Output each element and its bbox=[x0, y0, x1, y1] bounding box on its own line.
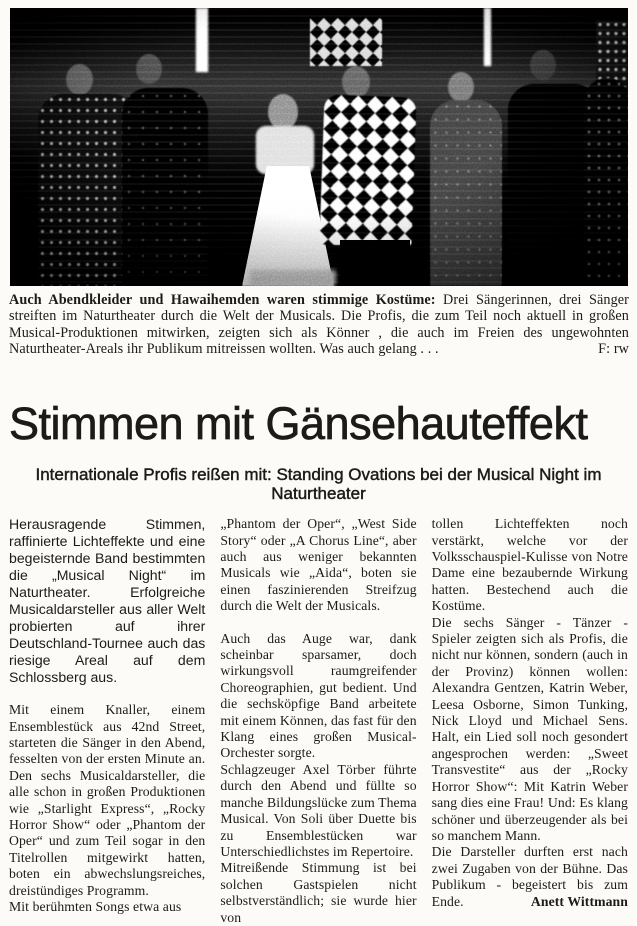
body-paragraph: Die sechs Sänger - Tänzer - Spieler zeigten sich als Profis, die nicht nur können, sondern (auch in der Provinz) können wollen: Alexandra Gentzen, Katrin Weber, Leesa Osborne, Simon Tunking, Nick Lloyd und Michael Sens. Halt, ein Lied soll noch gesondert angesprochen werden: „Sweet Transvestite“ aus der „Rocky Horror Show“: Mit Katrin Weber sang dies eine Frau! Und: Es klang schöner und überzeugender als bei so manchem Mann. bbox=[431, 614, 628, 843]
stage-photo bbox=[10, 8, 628, 286]
caption-text: Drei Sängerinnen, drei Sänger streiften im Naturtheater durch die Welt der Musicals. Die Profis, die zum Teil noch aktuell in großen Musical-Produktionen mitwirken, zeigten sich als Könner , die auch im Freien des ungewohnten Naturtheater-Areals ihr Publikum mitreissen wollten. Was auch gelang . . . bbox=[9, 292, 629, 357]
body-paragraph bbox=[432, 844, 628, 910]
body-paragraph: Auch das Auge war, dank scheinbar sparsamer, doch wirkungsvoll raumgreifender Choreographien, gut bedient. Und die sechsköpfige Band arbeitete mit einem Können, das fast für den Klang eines großen Musical-Orchester sorgte. bbox=[220, 630, 417, 761]
halftone-grain-texture bbox=[10, 8, 628, 286]
article-subheadline: Internationale Profis reißen mit: Standing Ovations bei der Musical Night im Naturtheater bbox=[35, 465, 602, 504]
caption-bold-lead: Auch Abendkleider und Hawaihemden waren stimmige Kostüme: bbox=[9, 292, 436, 308]
article-headline: Stimmen mit Gänsehauteffekt bbox=[9, 398, 588, 450]
body-paragraph: Mit einem Knaller, einem Ensemblestück aus 42nd Street, starteten die Sänger in den Abend, fesselten von der ersten Minute an. Den sechs Musicaldarsteller, die alle schon in großen Produktionen wie „Starlight Express“, „Rocky Horror Show“ oder „Phantom der Oper“ und zum Teil sogar in den Titelrollen mitgewirkt hatten, boten ein abwechslungsreiches, dreistündiges Programm. bbox=[9, 702, 206, 898]
lead-paragraph: Herausragende Stimmen, raffinierte Lichteffekte und eine begeisternde Band bestimmten die „Musical Night“ im Naturtheater. Erfolgreiche Musicaldarsteller aus aller Welt probierten auf ihrer Deutschland-Tournee auch das riesige Areal auf dem Schlossberg aus. bbox=[9, 516, 206, 686]
body-paragraph: Schlagzeuger Axel Törber führte durch den Abend und füllte so manche Bildungslücke zum Thema Musical. Von Soli über Duette bis zu Ensemblestücken war Unterschiedlichstes im Repertoire. bbox=[220, 761, 417, 859]
photo-credit: F: rw bbox=[598, 340, 629, 357]
column-3 bbox=[432, 516, 628, 926]
body-paragraph: „Phantom der Oper“, „West Side Story“ oder „A Chorus Line“, aber auch aus weniger bekannten Musicals wie „Aida“, boten sie einen faszinierenden Streifzug durch die Welt der Musicals. bbox=[220, 516, 417, 614]
author-byline: Anett Wittmann bbox=[530, 893, 628, 909]
closing-paragraph-text: Die Darsteller durften erst nach zwei Zugaben von der Bühne. Das Publikum - begeistert bis zum Ende. bbox=[431, 844, 628, 909]
column-2 bbox=[220, 516, 416, 926]
body-paragraph: Mitreißende Stimmung ist bei solchen Gastspielen nicht selbstverständlich; sie wurde hier von bbox=[220, 860, 417, 925]
photo-caption bbox=[9, 292, 629, 357]
column-1 bbox=[9, 516, 205, 926]
body-paragraph: Mit berühmten Songs etwa aus bbox=[9, 899, 182, 915]
article-body bbox=[9, 516, 628, 926]
body-paragraph: tollen Lichteffekten noch verstärkt, welche vor der Volksschauspiel-Kulisse von Notre Dame eine bezaubernde Wirkung hatten. Bestechend auch die Kostüme. bbox=[431, 516, 628, 614]
